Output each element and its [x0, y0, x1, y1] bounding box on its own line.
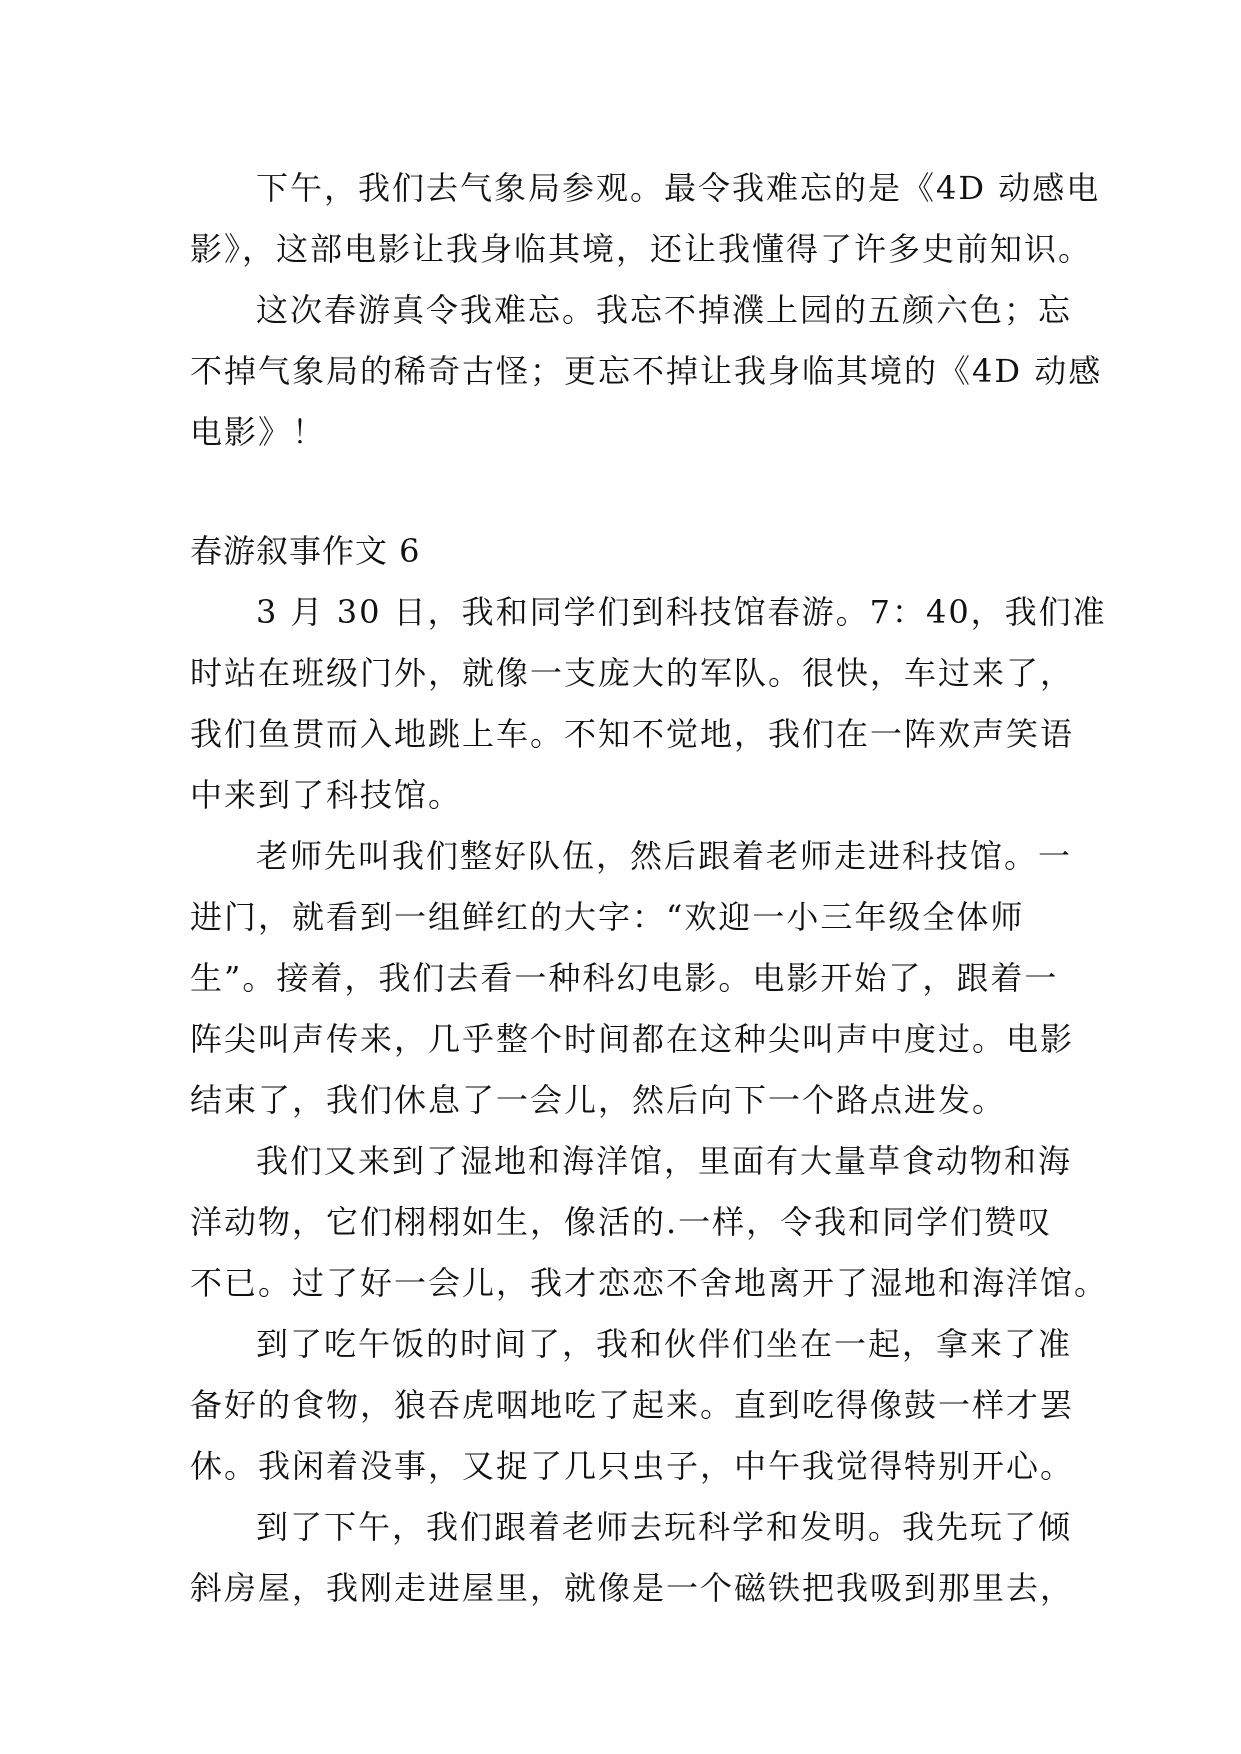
- text-line: 老师先叫我们整好队伍，然后跟着老师走进科技馆。一: [256, 837, 1073, 875]
- text-line: 进门，就看到一组鲜红的大字：“欢迎一小三年级全体师: [190, 898, 1025, 936]
- text-line: 不已。过了好一会儿，我才恋恋不舍地离开了湿地和海洋馆。: [190, 1264, 1109, 1302]
- text-line: 结束了，我们休息了一会儿，然后向下一个路点进发。: [190, 1081, 1007, 1119]
- document-body: [190, 158, 1109, 1619]
- text-line: 我们又来到了湿地和海洋馆，里面有大量草食动物和海: [256, 1142, 1073, 1180]
- paragraph: [190, 582, 1107, 826]
- paragraph: [190, 1314, 1075, 1497]
- text-line: 下午，我们去气象局参观。最令我难忘的是《4D 动感电: [256, 169, 1101, 207]
- text-line: 影》，这部电影让我身临其境，还让我懂得了许多史前知识。: [190, 230, 1093, 268]
- text-line: 这次春游真令我难忘。我忘不掉濮上园的五颜六色；忘: [256, 291, 1073, 329]
- section-title: 春游叙事作文 6: [190, 532, 421, 570]
- text-line: 中来到了科技馆。: [190, 776, 463, 814]
- text-line: 到了吃午饭的时间了，我和伙伴们坐在一起，拿来了准: [256, 1325, 1073, 1363]
- paragraph: [190, 158, 1101, 280]
- text-line: 备好的食物，狼吞虎咽地吃了起来。直到吃得像鼓一样才罢: [190, 1386, 1075, 1424]
- text-line: 不掉气象局的稀奇古怪；更忘不掉让我身临其境的《4D 动感: [190, 352, 1103, 390]
- text-line: 到了下午，我们跟着老师去玩科学和发明。我先玩了倾: [256, 1508, 1073, 1546]
- paragraph: [190, 1131, 1109, 1314]
- text-line: 洋动物，它们栩栩如生，像活的.一样，令我和同学们赞叹: [190, 1203, 1053, 1241]
- paragraph: [190, 280, 1103, 463]
- text-line: 我们鱼贯而入地跳上车。不知不觉地，我们在一阵欢声笑语: [190, 715, 1075, 753]
- text-line: 斜房屋，我刚走进屋里，就像是一个磁铁把我吸到那里去，: [190, 1569, 1075, 1607]
- section-spacer: [190, 463, 1070, 521]
- text-line: 电影》！: [190, 413, 327, 451]
- text-line: 时站在班级门外，就像一支庞大的军队。很快，车过来了，: [190, 654, 1075, 692]
- text-line: 阵尖叫声传来，几乎整个时间都在这种尖叫声中度过。电影: [190, 1020, 1075, 1058]
- text-line: 3 月 30 日，我和同学们到科技馆春游。7：40，我们准: [256, 593, 1107, 631]
- text-line: 生”。接着，我们去看一种科幻电影。电影开始了，跟着一: [190, 959, 1059, 997]
- text-line: 休。我闲着没事，又捉了几只虫子，中午我觉得特别开心。: [190, 1447, 1075, 1485]
- paragraph: [190, 1497, 1075, 1619]
- paragraph: [190, 826, 1075, 1131]
